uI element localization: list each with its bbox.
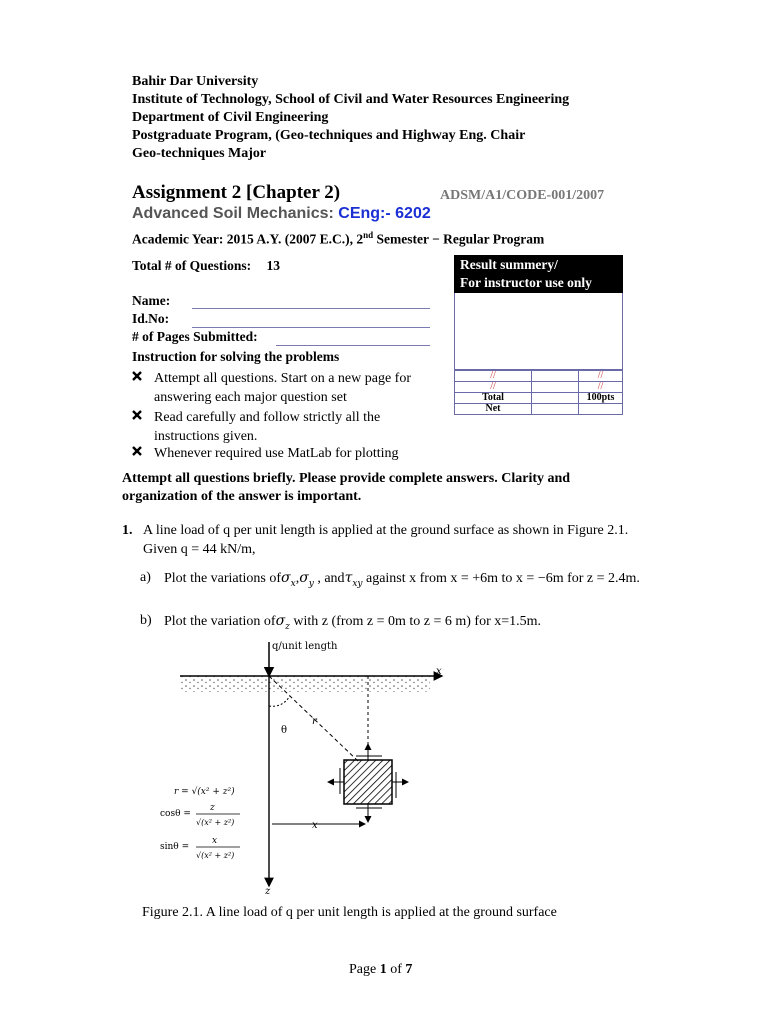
total-value[interactable] (532, 393, 579, 404)
major-name: Geo-techniques Major (132, 146, 267, 161)
general-instruction: Attempt all questions briefly. Please provide complete answers. Clarity and organization of the answer is important. (122, 471, 571, 504)
score-cell: // (455, 382, 532, 393)
question-1b (140, 610, 660, 632)
total-questions (132, 258, 280, 274)
r-label: r (312, 716, 317, 727)
eq-sin-den: √(x² + z²) (196, 851, 235, 860)
subquestion-text: Plot the variation ofσ$_z$ with z (from z = 0m to z = 6 m) for x=1.5m. (164, 613, 542, 632)
footer-page-word: Page (349, 962, 380, 977)
theta-label: θ (281, 725, 288, 736)
score-cell[interactable] (532, 382, 579, 393)
total-pages: 7 (405, 962, 413, 977)
institute-name: Institute of Technology, School of Civil and Water Resources Engineering (132, 92, 570, 107)
subquestion-b-pre: Plot the variation of (164, 614, 276, 629)
ground-surface (180, 676, 430, 692)
instructions-heading: Instruction for solving the problems (132, 349, 340, 364)
result-summary-subtitle: For instructor use only (460, 275, 592, 290)
eq-sin-lhs: sinθ = (160, 842, 190, 852)
eq-cos-lhs: cosθ = (160, 809, 191, 819)
academic-year (132, 230, 544, 248)
total-questions-value: 13 (266, 258, 281, 273)
total-questions-label: Total # of Questions: (132, 258, 252, 273)
assignment-code: ADSM/A1/CODE-001/2007 (440, 188, 605, 203)
figure-line-load (160, 636, 460, 896)
instruction-text: Whenever required use MatLab for plotting (154, 446, 399, 461)
result-summary-header (454, 255, 623, 293)
subquestion-a-pre: Plot the variations of (164, 571, 282, 586)
question-1a (140, 567, 660, 611)
z-axis-label: z (265, 886, 271, 896)
subquestion-text: Plot the variations $of\sigma_x,\sigma_y$ , andτ$_{xy}$ against x from x = +6m to x = −6m for z = 2.4m. (164, 570, 640, 589)
course-code: CEng:- 6202 (338, 205, 431, 222)
university-name: Bahir Dar University (132, 74, 259, 89)
eq-cos-den: √(x² + z²) (196, 818, 235, 827)
result-summary-box (454, 255, 623, 415)
course-name: Advanced Soil Mechanics: (132, 205, 339, 222)
question-text: A line load of q per unit length is applied at the ground surface as shown in Figure 2.1. Given q = 44 kN/m, (143, 523, 629, 557)
net-value[interactable] (532, 404, 579, 415)
subquestion-label: a) (140, 570, 151, 585)
subquestion-label: b) (140, 613, 152, 628)
result-summary-area[interactable] (454, 293, 623, 370)
assignment-title: Assignment 2 [Chapter 2) (132, 182, 341, 203)
eq-cos-num: z (210, 803, 215, 813)
footer-of-word: of (386, 962, 406, 977)
course-title (132, 205, 431, 223)
current-page: 1 (379, 962, 387, 977)
bullet-icon (132, 410, 142, 420)
subquestion-b-post: with z (from z = 0m to z = 6 m) for x=1.5m. (289, 614, 542, 629)
question-number: 1. (122, 523, 133, 538)
theta-arc (269, 696, 290, 706)
bullet-icon (132, 446, 142, 456)
instruction-text: Attempt all questions. Start on a new page for answering each major question set (154, 371, 411, 405)
score-cell: // (579, 371, 623, 382)
page-footer (349, 962, 412, 978)
id-label: Id.No: (132, 311, 170, 326)
name-label: Name: (132, 293, 171, 308)
subquestion-a-post: against x from x = +6m to x = −6m for z = 2.4m. (362, 571, 640, 586)
score-cell[interactable] (532, 371, 579, 382)
program-name: Postgraduate Program, (Geo-techniques and Highway Eng. Chair (132, 128, 526, 143)
figure-caption: Figure 2.1. A line load of q per unit length is applied at the ground surface (142, 905, 557, 920)
stress-element (344, 760, 392, 804)
academic-year-semester: Semester − Regular Program (373, 231, 545, 247)
id-field[interactable] (192, 327, 430, 328)
eq-sin-num: x (212, 836, 218, 846)
result-summary-table (454, 370, 623, 415)
x-dimension-label: x (312, 820, 318, 831)
load-label: q/unit length (272, 641, 338, 652)
bullet-icon (132, 371, 142, 381)
instruction-text: Read carefully and follow strictly all the instructions given. (154, 410, 381, 444)
net-points[interactable] (579, 404, 623, 415)
academic-year-sup: nd (363, 230, 374, 240)
net-label: Net (455, 404, 532, 415)
question-1 (122, 521, 642, 561)
department-name: Department of Civil Engineering (132, 110, 329, 125)
total-points: 100pts (579, 393, 623, 404)
pages-label: # of Pages Submitted: (132, 329, 258, 344)
score-cell: // (579, 382, 623, 393)
result-summary-title: Result summery/ (460, 257, 558, 272)
name-field[interactable] (192, 308, 430, 309)
pages-field[interactable] (276, 345, 430, 346)
total-label: Total (455, 393, 532, 404)
score-cell: // (455, 371, 532, 382)
x-axis-label: x (436, 666, 442, 677)
academic-year-text: Academic Year: 2015 A.Y. (2007 E.C.), 2 (132, 231, 364, 247)
eq-r: r = √(x² + z²) (174, 787, 235, 797)
